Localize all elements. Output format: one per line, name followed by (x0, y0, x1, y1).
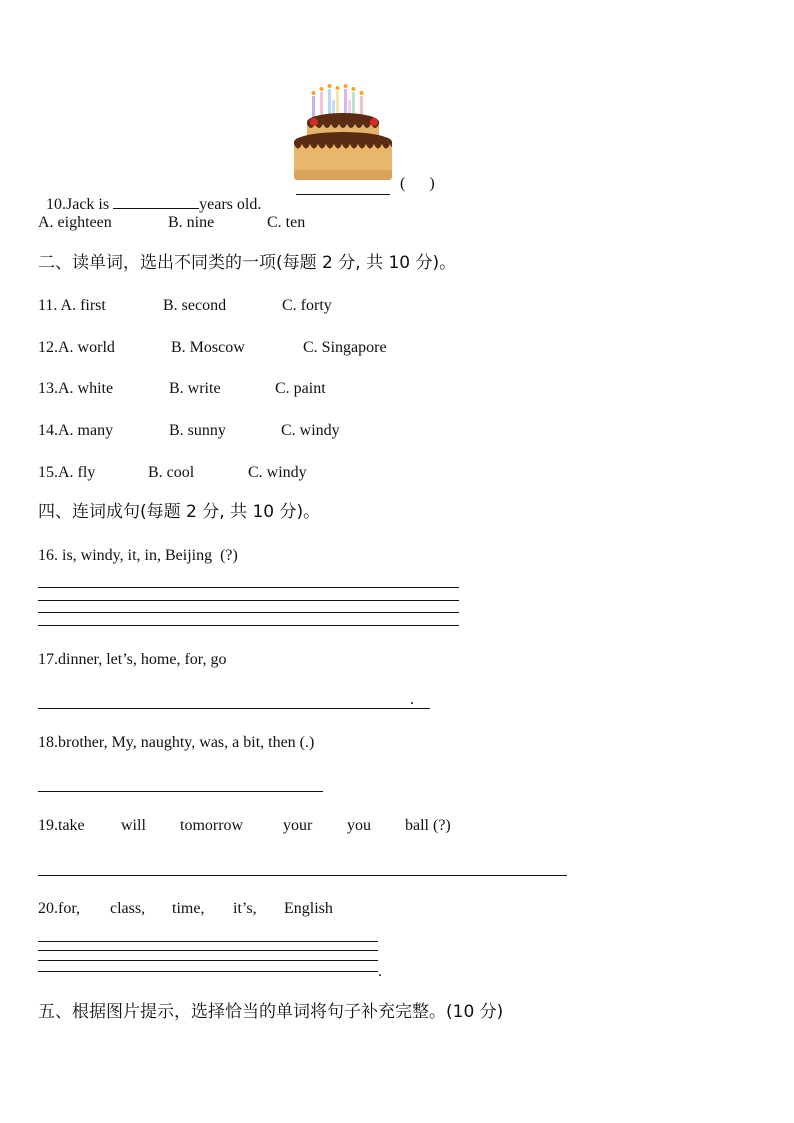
answer-line[interactable] (38, 971, 378, 972)
q14-option-b[interactable]: B. sunny (169, 422, 226, 439)
answer-line[interactable] (38, 960, 378, 961)
q19-word: you (347, 817, 371, 834)
sentence-end-period: . (410, 691, 414, 708)
answer-blank[interactable] (113, 194, 199, 209)
q11-option-b[interactable]: B. second (163, 297, 227, 314)
answer-line[interactable] (38, 941, 378, 942)
q14-option-a[interactable]: 14.A. many (38, 422, 114, 439)
question-17: 17.dinner, let’s, home, for, go (38, 651, 227, 668)
answer-line[interactable] (38, 600, 459, 601)
q19-word: tomorrow (180, 817, 244, 834)
q20-word: English (284, 900, 333, 917)
q20-word: class, (110, 900, 146, 917)
section-2-heading: 二、读单词，选出不同类的一项(每题 2 分, 共 10 分)。 (38, 253, 457, 273)
q11-option-c[interactable]: C. forty (282, 297, 332, 314)
answer-line[interactable] (38, 875, 567, 876)
q13-option-a[interactable]: 13.A. white (38, 380, 114, 397)
answer-line[interactable] (38, 950, 378, 951)
birthday-cake-image (292, 84, 394, 182)
question-10-prefix: 10.Jack is (46, 196, 114, 213)
q11-option-a[interactable]: 11. A. first (38, 297, 106, 314)
section-4-heading: 四、连词成句(每题 2 分, 共 10 分)。 (38, 502, 321, 522)
q20-word: time, (172, 900, 205, 917)
answer-line[interactable] (38, 625, 459, 626)
q19-word: 19.take (38, 817, 85, 834)
sentence-end-period: . (378, 963, 382, 980)
q13-option-b[interactable]: B. write (169, 380, 221, 397)
option-b[interactable]: B. nine (168, 214, 215, 231)
q14-option-c[interactable]: C. windy (281, 422, 340, 439)
answer-line[interactable] (38, 708, 430, 709)
answer-line[interactable] (38, 791, 323, 792)
q15-option-b[interactable]: B. cool (148, 464, 195, 481)
q12-option-c[interactable]: C. Singapore (303, 339, 387, 356)
question-16: 16. is, windy, it, in, Beijing (?) (38, 547, 238, 564)
q12-option-a[interactable]: 12.A. world (38, 339, 115, 356)
q15-option-c[interactable]: C. windy (248, 464, 307, 481)
question-10-suffix: years old. (199, 196, 262, 213)
answer-parentheses[interactable]: ( ) (400, 175, 435, 192)
q12-option-b[interactable]: B. Moscow (171, 339, 245, 356)
option-a[interactable]: A. eighteen (38, 214, 112, 231)
answer-line[interactable] (38, 587, 459, 588)
q19-word: ball (?) (405, 817, 451, 834)
q19-word: will (121, 817, 146, 834)
picture-caption-line (296, 194, 390, 195)
question-18: 18.brother, My, naughty, was, a bit, then (.) (38, 734, 315, 751)
q20-word: it’s, (233, 900, 257, 917)
q15-option-a[interactable]: 15.A. fly (38, 464, 96, 481)
q20-word: 20.for, (38, 900, 81, 917)
q13-option-c[interactable]: C. paint (275, 380, 326, 397)
answer-line[interactable] (38, 612, 459, 613)
option-c[interactable]: C. ten (267, 214, 306, 231)
section-5-heading: 五、根据图片提示，选择恰当的单词将句子补充完整。(10 分) (38, 1002, 504, 1022)
question-10 (38, 174, 261, 215)
q19-word: your (283, 817, 313, 834)
